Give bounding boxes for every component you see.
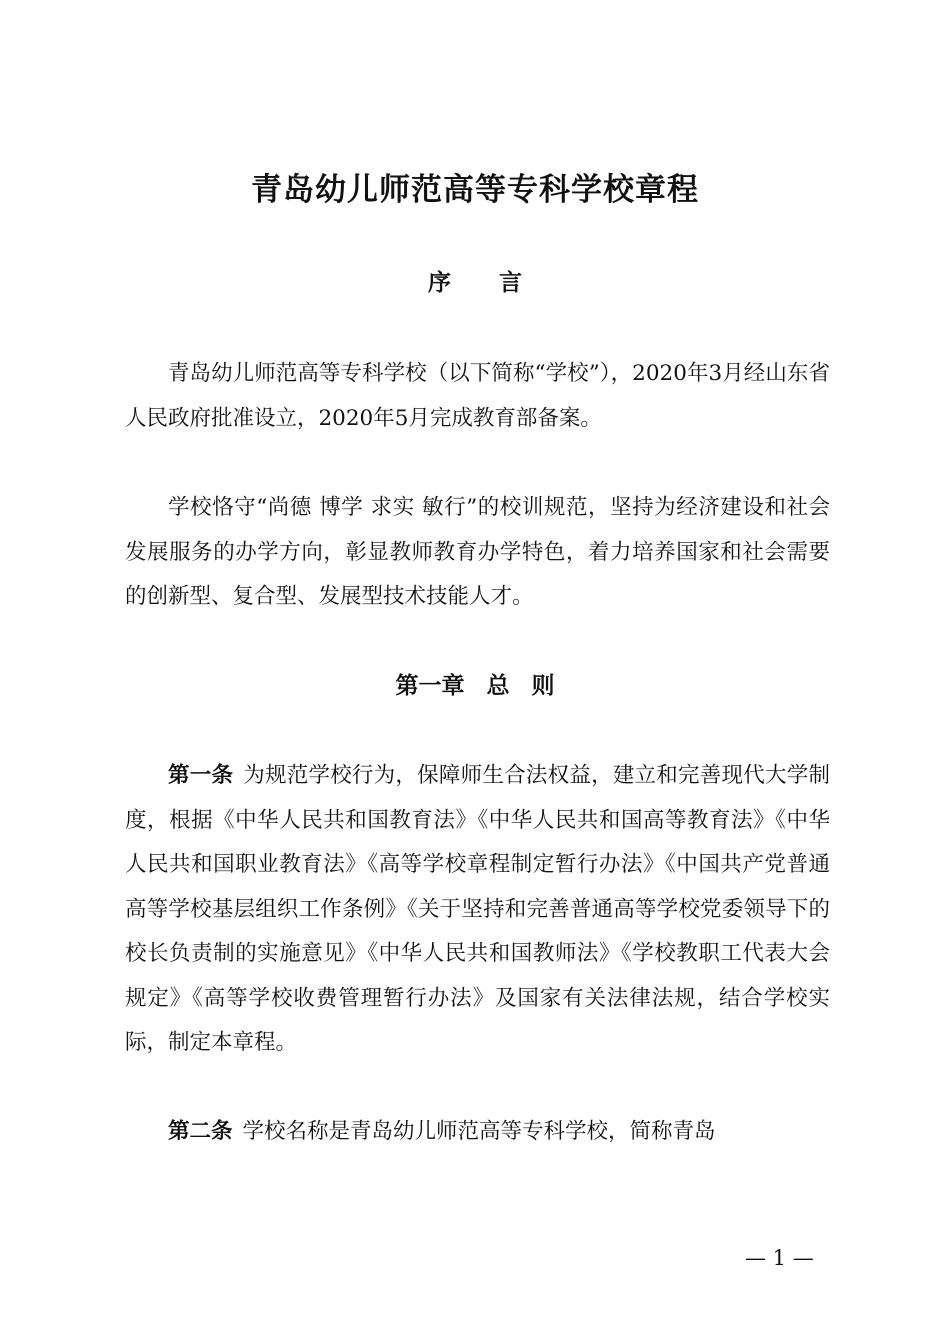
chapter-heading: 第一章 总 则 — [395, 672, 555, 699]
preface-paragraph: 学校恪守“尚德 博学 求实 敏行”的校训规范，坚持为经济建设和社会发展服务的办学方向，彰显教师教育办学特色，着力培养国家和社会需要的创新型、复合型、发展型技术技能人才。 — [125, 495, 830, 609]
preface-heading: 序 言 — [427, 269, 542, 296]
article-text: 为规范学校行为，保障师生合法权益，建立和完善现代大学制度，根据《中华人民共和国教育法》《中华人民共和国高等教育法》《中华人民共和国职业教育法》《高等学校章程制定暂行办法》《中国共产党普通高等学校基层组织工作条例》《关于坚持和完善普通高等学校党委领导下的校长负责制的实施意见》《中华人民共和国教师法》《学校教职工代表大会规定》《高等学校收费管理暂行办法》及国家有关法律法规，结合学校实际，制定本章程。 — [125, 763, 830, 1055]
document-title: 青岛幼儿师范高等专科学校章程 — [251, 172, 699, 208]
article-label: 第二条 — [168, 1119, 233, 1144]
article-paragraph — [125, 1110, 830, 1155]
article-label: 第一条 — [168, 763, 234, 788]
article-text: 学校名称是青岛幼儿师范高等专科学校，简称青岛 — [242, 1119, 716, 1144]
preface-paragraph: 青岛幼儿师范高等专科学校（以下简称“学校”），2020年3月经山东省人民政府批准设立，2020年5月完成教育部备案。 — [125, 361, 830, 431]
article-paragraph — [125, 754, 830, 1066]
page-number: — 1 — — [745, 1246, 814, 1270]
